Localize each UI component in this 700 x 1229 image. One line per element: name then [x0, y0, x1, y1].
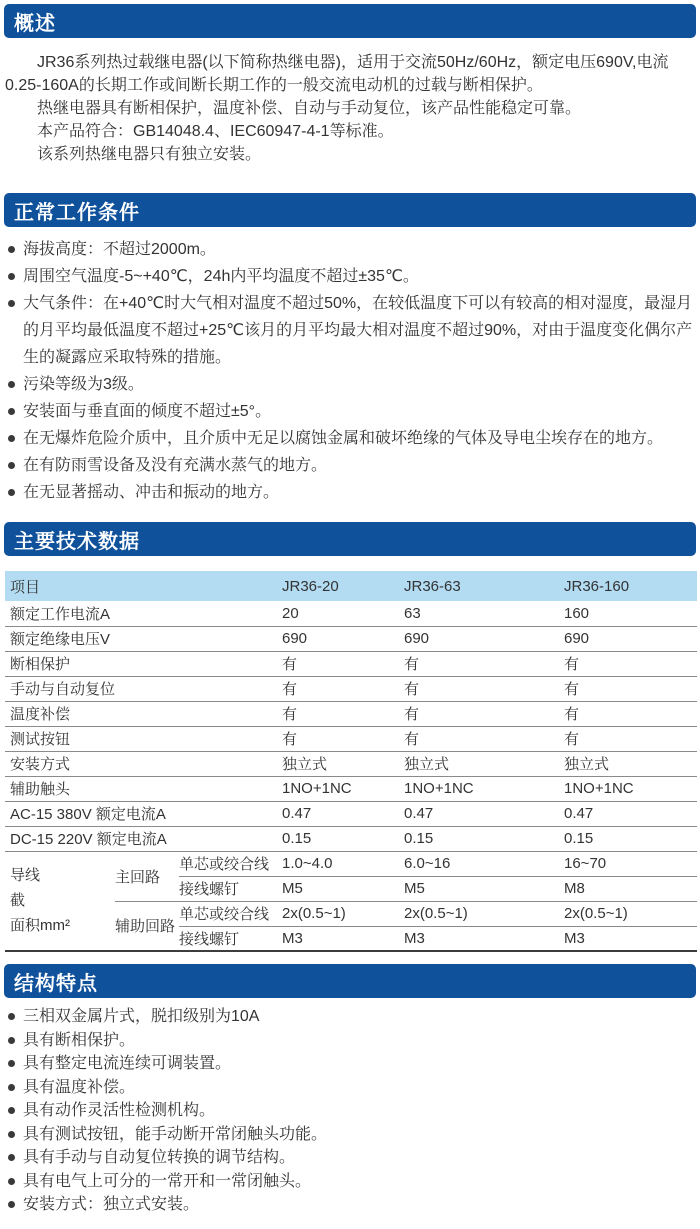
- feature-item: [5, 1099, 695, 1123]
- cell-value: 1NO+1NC: [282, 776, 404, 801]
- cell-value: M3: [282, 929, 303, 947]
- cell-value: 16~70: [564, 851, 697, 876]
- cell-value: 6.0~16: [404, 851, 564, 876]
- tech-data-table: [5, 571, 697, 952]
- cell-value: 63: [404, 601, 564, 626]
- section-header-tech-data: [4, 522, 696, 556]
- section-header-features: [4, 964, 696, 998]
- feature-item: [5, 1052, 695, 1076]
- condition-text: 污染等级为3级。: [23, 376, 144, 393]
- bullet-icon: [8, 300, 15, 307]
- condition-item: [5, 290, 695, 371]
- cell-value: 0.15: [404, 826, 564, 851]
- section-header-conditions: [4, 193, 696, 227]
- bullet-icon: [8, 1201, 15, 1208]
- section-header-overview: [4, 4, 696, 38]
- bullet-icon: [8, 1178, 15, 1185]
- condition-text: 在有防雨雪设备及没有充满水蒸气的地方。: [23, 457, 328, 474]
- cell-value: 有: [282, 726, 404, 751]
- bullet-icon: [8, 462, 15, 469]
- table-row: [5, 826, 697, 851]
- feature-text: 具有电气上可分的一常开和一常闭触头。: [23, 1172, 312, 1190]
- bullet-icon: [8, 435, 15, 442]
- condition-item: [5, 371, 695, 398]
- cell-value: 有: [564, 676, 697, 701]
- cell-value: 有: [404, 676, 564, 701]
- row-label: AC-15 380V 额定电流A: [5, 801, 282, 826]
- feature-text: 具有手动与自动复位转换的调节结构。: [23, 1149, 296, 1166]
- column-header: JR36-20: [282, 571, 404, 601]
- row-label: 断相保护: [5, 651, 282, 676]
- bullet-icon: [8, 1107, 15, 1114]
- feature-item: [5, 1146, 695, 1170]
- row-label: 测试按钮: [5, 726, 282, 751]
- cell-value: M5: [282, 876, 404, 901]
- row-label: 额定绝缘电压V: [5, 626, 282, 651]
- bullet-icon: [8, 1154, 15, 1161]
- feature-item: [5, 1005, 695, 1029]
- bullet-icon: [8, 1013, 15, 1020]
- table-row: [5, 651, 697, 676]
- cell-value: 1NO+1NC: [404, 776, 564, 801]
- cell-value: 2x(0.5~1): [282, 901, 404, 926]
- wire-sub-label: 单芯或绞合线: [179, 851, 282, 876]
- overview-paragraph: 本产品符合：GB14048.4、IEC60947-4-1等标准。: [37, 123, 394, 140]
- table-row: [5, 851, 697, 876]
- cell-value: M3: [404, 929, 425, 947]
- cell-value: 独立式: [282, 751, 404, 776]
- cell-value: 有: [404, 651, 564, 676]
- wire-section-label-cell: [5, 851, 115, 951]
- bullet-icon: [8, 1037, 15, 1044]
- wire-sub-label: 接线螺钉: [179, 930, 240, 948]
- cell-value: 有: [564, 726, 697, 751]
- cell-value: 690: [282, 626, 404, 651]
- cell-value: 1.0~4.0: [282, 851, 404, 876]
- cell-value: M5: [404, 876, 564, 901]
- condition-item: [5, 398, 695, 425]
- table-row: [5, 751, 697, 776]
- condition-text: 安装面与垂直面的倾度不超过±5°。: [23, 403, 272, 420]
- feature-text: 具有动作灵活性检测机构。: [23, 1102, 216, 1119]
- cell-value: 独立式: [404, 751, 564, 776]
- cell-value: M3: [564, 929, 585, 947]
- feature-text: 三相双金属片式，脱扣级别为10A: [23, 1008, 260, 1025]
- condition-item: [5, 263, 695, 290]
- cell-value: 独立式: [564, 751, 697, 776]
- table-row: [5, 626, 697, 651]
- cell-value: 0.15: [282, 826, 404, 851]
- table-header-row: [5, 571, 697, 601]
- cell-value: 690: [404, 626, 564, 651]
- conditions-list: [5, 236, 695, 506]
- cell-value: 20: [282, 601, 404, 626]
- bullet-icon: [8, 381, 15, 388]
- feature-text: 具有整定电流连续可调装置。: [23, 1055, 232, 1072]
- row-label: 手动与自动复位: [5, 676, 282, 701]
- section-title: 结构特点: [14, 972, 98, 995]
- feature-text: 具有温度补偿。: [23, 1078, 136, 1096]
- cell-value: 690: [564, 626, 697, 651]
- table-row: [5, 701, 697, 726]
- bullet-icon: [8, 1131, 15, 1138]
- condition-text: 在无爆炸危险介质中，且介质中无足以腐蚀金属和破坏绝缘的气体及导电尘埃存在的地方。: [23, 430, 664, 447]
- overview-paragraph: JR36系列热过载继电器(以下简称热继电器)，适用于交流50Hz/60Hz，额定电压690V,电流0.25-160A的长期工作或间断长期工作的一般交流电动机的过载与断相保护。: [5, 54, 669, 94]
- condition-item: [5, 236, 695, 263]
- column-header: 项目: [5, 571, 282, 601]
- cell-value: 有: [282, 701, 404, 726]
- section-title: 正常工作条件: [14, 201, 140, 224]
- feature-item: [5, 1076, 695, 1100]
- condition-text: 周围空气温度-5~+40℃，24h内平均温度不超过±35℃。: [23, 268, 419, 285]
- cell-value: 0.15: [564, 826, 697, 851]
- cell-value: 0.47: [282, 801, 404, 826]
- wire-sub-label: 单芯或绞合线: [179, 901, 282, 926]
- column-header: JR36-160: [564, 571, 697, 601]
- bullet-icon: [8, 1084, 15, 1091]
- overview-paragraph: 该系列热继电器只有独立安装。: [37, 146, 262, 163]
- column-header: JR36-63: [404, 571, 564, 601]
- table-row: [5, 801, 697, 826]
- bullet-icon: [8, 273, 15, 280]
- feature-text: 具有测试按钮，能手动断开常闭触头功能。: [23, 1125, 328, 1143]
- condition-item: [5, 452, 695, 479]
- overview-body: [5, 51, 695, 166]
- row-label: 额定工作电流A: [5, 601, 282, 626]
- feature-item: [5, 1029, 695, 1053]
- wire-sub-label: 接线螺钉: [179, 876, 282, 901]
- cell-value: 有: [564, 651, 697, 676]
- row-label: 辅助触头: [5, 776, 282, 801]
- condition-text: 大气条件：在+40℃时大气相对温度不超过50%，在较低温度下可以有较高的相对湿度，最湿月的月平均最低温度不超过+25℃该月的月平均最大相对温度不超过90%，对由于温度变化偶尔产生的凝露应采取特殊的措施。: [23, 295, 693, 366]
- cell-value: 2x(0.5~1): [564, 901, 697, 926]
- condition-text: 海拔高度：不超过2000m。: [23, 241, 216, 258]
- section-title: 主要技术数据: [14, 530, 140, 553]
- cell-value: 有: [282, 676, 404, 701]
- row-label: DC-15 220V 额定电流A: [5, 826, 282, 851]
- cell-value: 1NO+1NC: [564, 776, 697, 801]
- table-row: [5, 601, 697, 626]
- features-list: [5, 1005, 695, 1217]
- cell-value: 2x(0.5~1): [404, 901, 564, 926]
- feature-text: 具有断相保护。: [23, 1031, 136, 1049]
- cell-value: 有: [404, 726, 564, 751]
- wire-group-label: 主回路: [115, 851, 179, 901]
- bullet-icon: [8, 1060, 15, 1067]
- cell-value: 有: [404, 701, 564, 726]
- wire-label-line: 截: [10, 892, 26, 910]
- overview-paragraph: 热继电器具有断相保护，温度补偿、自动与手动复位，该产品性能稳定可靠。: [37, 100, 582, 117]
- bullet-icon: [8, 408, 15, 415]
- cell-value: M8: [564, 876, 697, 901]
- condition-item: [5, 425, 695, 452]
- feature-item: [5, 1193, 695, 1217]
- table-row: [5, 726, 697, 751]
- condition-text: 在无显著摇动、冲击和振动的地方。: [23, 484, 280, 501]
- cell-value: 有: [282, 651, 404, 676]
- section-title: 概述: [14, 12, 56, 35]
- table-row: [5, 776, 697, 801]
- cell-value: 0.47: [404, 801, 564, 826]
- feature-text: 安装方式：独立式安装。: [23, 1196, 200, 1213]
- table-row: [5, 676, 697, 701]
- wire-label-line: 面积mm²: [10, 917, 70, 935]
- wire-label-line: 导线: [10, 867, 41, 885]
- cell-value: 160: [564, 601, 697, 626]
- bullet-icon: [8, 489, 15, 496]
- feature-item: [5, 1123, 695, 1147]
- feature-item: [5, 1170, 695, 1194]
- row-label: 温度补偿: [5, 701, 282, 726]
- cell-value: 0.47: [564, 801, 697, 826]
- condition-item: [5, 479, 695, 506]
- bullet-icon: [8, 246, 15, 253]
- row-label: 安装方式: [5, 751, 282, 776]
- wire-group-label: 辅助回路: [115, 918, 176, 936]
- cell-value: 有: [564, 701, 697, 726]
